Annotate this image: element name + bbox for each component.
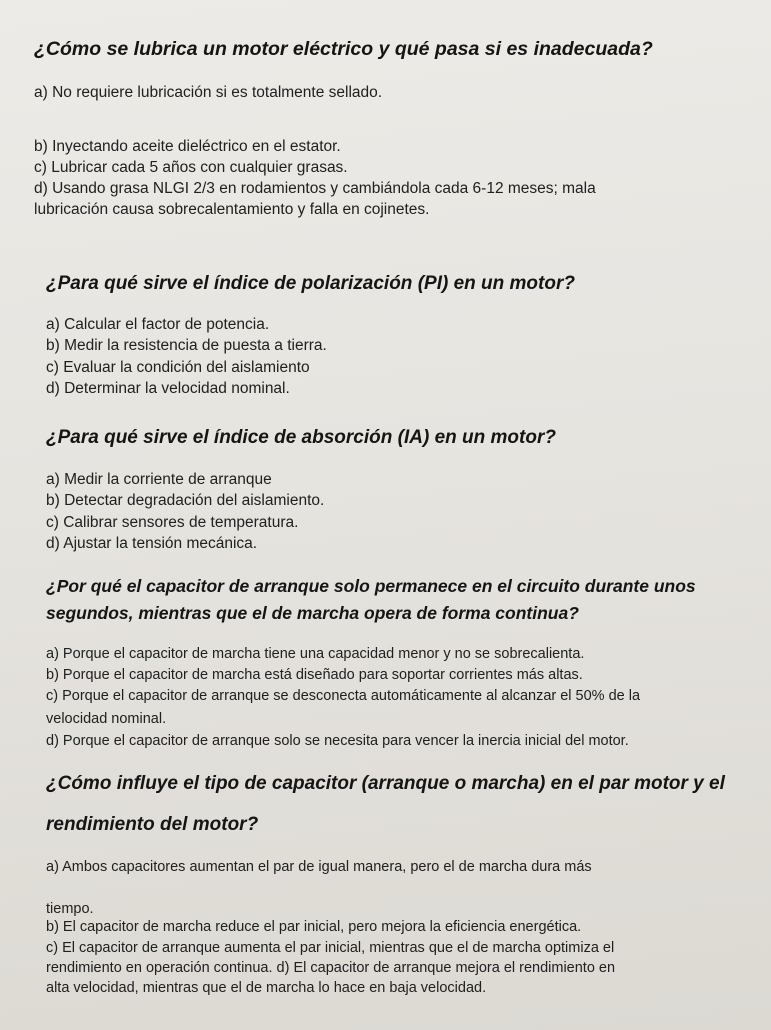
question-4-option-a: a) Porque el capacitor de marcha tiene una capacidad menor y no se sobrecalienta. <box>46 646 585 662</box>
question-2-option-b: b) Medir la resistencia de puesta a tierra. <box>46 337 327 354</box>
question-5-option-a-cont: tiempo. <box>46 901 94 917</box>
question-3-option-a: a) Medir la corriente de arranque <box>46 471 272 488</box>
question-3-option-d: d) Ajustar la tensión mecánica. <box>46 535 258 552</box>
question-1-option-b: b) Inyectando aceite dieléctrico en el estator. <box>34 138 341 155</box>
question-5-title: ¿Cómo influye el tipo de capacitor (arranque o marcha) en el par motor y el <box>46 773 725 794</box>
question-2-option-a: a) Calcular el factor de potencia. <box>46 316 270 333</box>
question-3-option-c: c) Calibrar sensores de temperatura. <box>46 514 299 531</box>
question-1-option-d-cont: lubricación causa sobrecalentamiento y falla en cojinetes. <box>34 201 430 218</box>
question-5-title-cont: rendimiento del motor? <box>46 814 259 835</box>
question-1-title: ¿Cómo se lubrica un motor eléctrico y qué pasa si es inadecuada? <box>34 38 653 60</box>
question-4-title: ¿Por qué el capacitor de arranque solo permanece en el circuito durante unos <box>46 576 696 596</box>
question-5-option-c-cont: rendimiento en operación continua. d) El capacitor de arranque mejora el rendimiento en <box>46 960 616 976</box>
question-4-option-c-cont: velocidad nominal. <box>46 711 167 727</box>
question-5-option-a: a) Ambos capacitores aumentan el par de igual manera, pero el de marcha dura más <box>46 859 592 875</box>
question-1-option-c: c) Lubricar cada 5 años con cualquier grasas. <box>34 159 348 176</box>
question-5-option-b: b) El capacitor de marcha reduce el par inicial, pero mejora la eficiencia energética. <box>46 919 582 935</box>
question-3-title: ¿Para qué sirve el índice de absorción (IA) en un motor? <box>46 427 556 448</box>
question-1-option-d: d) Usando grasa NLGI 2/3 en rodamientos y cambiándola cada 6-12 meses; mala <box>34 180 596 197</box>
question-2-option-c: c) Evaluar la condición del aislamiento <box>46 359 310 376</box>
question-4-option-c: c) Porque el capacitor de arranque se desconecta automáticamente al alcanzar el 50% de la <box>46 688 641 704</box>
question-4-option-b: b) Porque el capacitor de marcha está diseñado para soportar corrientes más altas. <box>46 667 583 683</box>
question-2-option-d: d) Determinar la velocidad nominal. <box>46 380 290 397</box>
question-5-option-d-cont: alta velocidad, mientras que el de marcha lo hace en baja velocidad. <box>46 980 487 996</box>
question-3-option-b: b) Detectar degradación del aislamiento. <box>46 492 325 509</box>
question-1-option-a: a) No requiere lubricación si es totalmente sellado. <box>34 84 383 101</box>
question-4-title-cont: segundos, mientras que el de marcha opera de forma continua? <box>46 603 579 623</box>
question-5-option-c: c) El capacitor de arranque aumenta el par inicial, mientras que el de marcha optimiza el <box>46 940 615 956</box>
question-2-title: ¿Para qué sirve el índice de polarización (PI) en un motor? <box>46 273 575 294</box>
question-4-option-d: d) Porque el capacitor de arranque solo se necesita para vencer la inercia inicial del motor. <box>46 733 629 749</box>
